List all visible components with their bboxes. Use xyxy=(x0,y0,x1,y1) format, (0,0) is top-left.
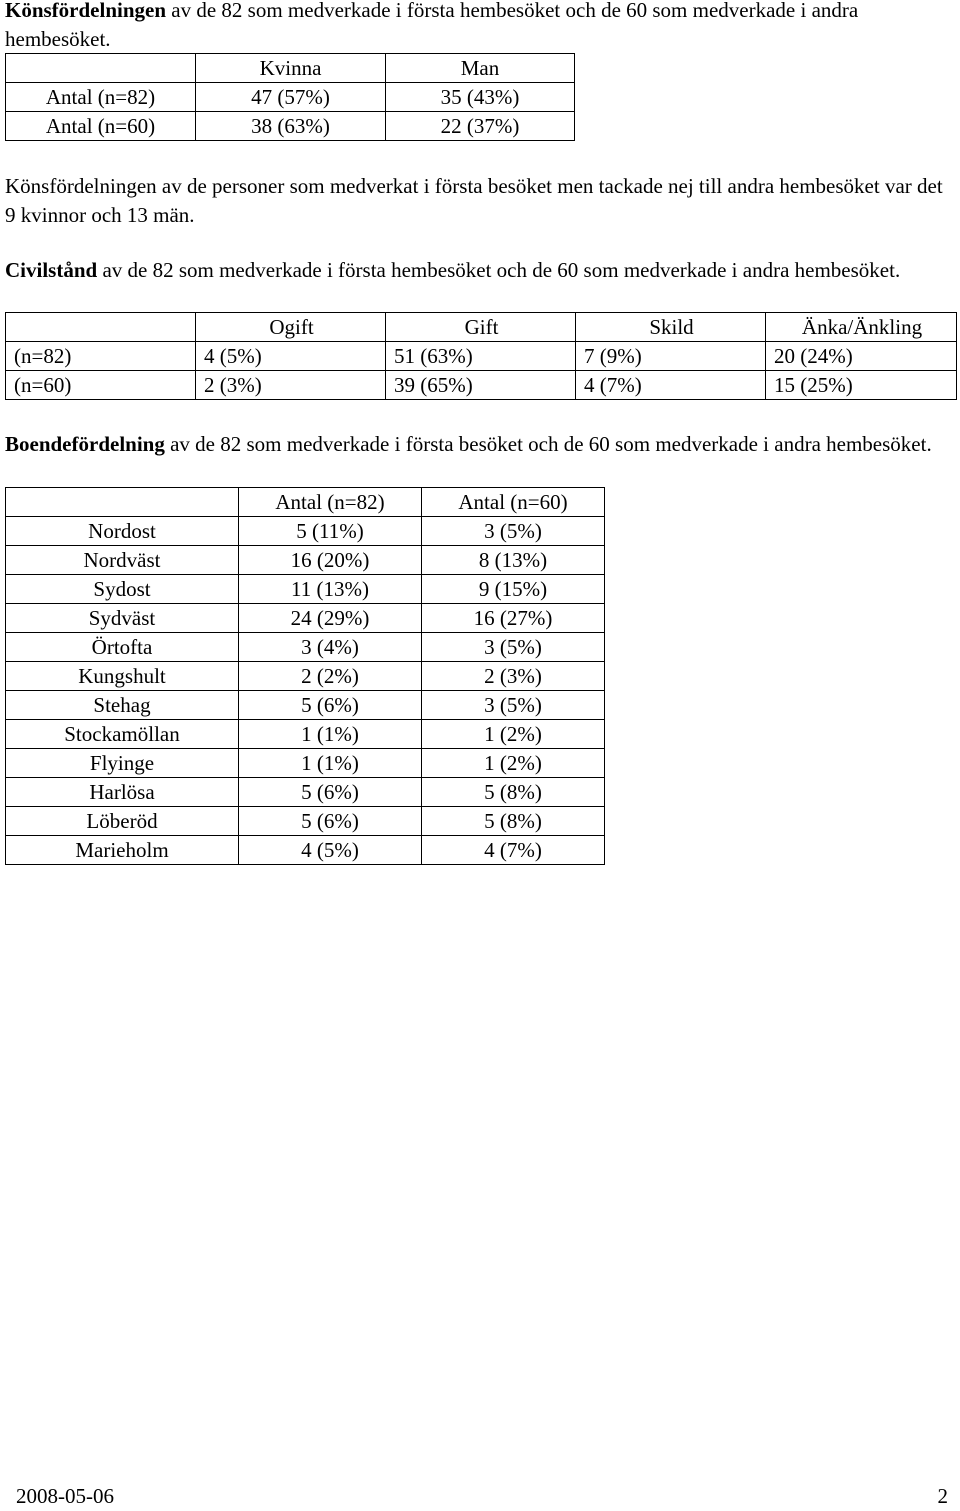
table-cell: 3 (5%) xyxy=(422,517,605,546)
table-cell: 39 (65%) xyxy=(386,371,576,400)
table-cell: 5 (8%) xyxy=(422,778,605,807)
gender-note: Könsfördelningen av de personer som medverkat i första besöket men tackade nej till andra hembesöket var det 9 kvinnor och 13 män. xyxy=(5,174,943,227)
table-cell: 24 (29%) xyxy=(239,604,422,633)
row-label: Flyinge xyxy=(6,749,239,778)
civil-heading-bold: Civilstånd xyxy=(5,258,98,282)
civil-heading xyxy=(5,256,950,285)
column-header: Änka/Änkling xyxy=(766,313,957,342)
table-row xyxy=(6,546,605,575)
table-cell: 5 (8%) xyxy=(422,807,605,836)
column-header: Ogift xyxy=(196,313,386,342)
table-row xyxy=(6,662,605,691)
table-cell: 38 (63%) xyxy=(196,112,386,141)
table-cell: 4 (5%) xyxy=(239,836,422,865)
row-label: Stockamöllan xyxy=(6,720,239,749)
table-row xyxy=(6,83,575,112)
row-label: Nordost xyxy=(6,517,239,546)
table-cell: 4 (7%) xyxy=(422,836,605,865)
column-header: Antal (n=82) xyxy=(239,488,422,517)
table-cell: 11 (13%) xyxy=(239,575,422,604)
gender-table xyxy=(5,53,575,141)
housing-heading-bold: Boendefördelning xyxy=(5,432,165,456)
civil-header-row xyxy=(6,313,957,342)
gender-header-row xyxy=(6,54,575,83)
table-cell: 2 (3%) xyxy=(422,662,605,691)
civil-table xyxy=(5,312,957,400)
column-header: Man xyxy=(386,54,575,83)
table-row xyxy=(6,517,605,546)
row-label: Harlösa xyxy=(6,778,239,807)
table-row xyxy=(6,691,605,720)
table-cell: 35 (43%) xyxy=(386,83,575,112)
table-cell: 1 (2%) xyxy=(422,720,605,749)
table-row xyxy=(6,720,605,749)
housing-table-body xyxy=(6,488,605,865)
table-cell: 16 (20%) xyxy=(239,546,422,575)
gender-heading-bold: Könsfördelningen xyxy=(5,0,167,22)
column-header: Kvinna xyxy=(196,54,386,83)
table-row xyxy=(6,836,605,865)
table-row xyxy=(6,807,605,836)
column-header xyxy=(6,313,196,342)
gender-heading xyxy=(5,0,950,54)
row-label: Marieholm xyxy=(6,836,239,865)
table-cell: 16 (27%) xyxy=(422,604,605,633)
table-cell: 9 (15%) xyxy=(422,575,605,604)
housing-header-row xyxy=(6,488,605,517)
table-cell: 7 (9%) xyxy=(576,342,766,371)
table-cell: 47 (57%) xyxy=(196,83,386,112)
civil-table-body xyxy=(6,313,957,400)
row-label: Löberöd xyxy=(6,807,239,836)
table-cell: 20 (24%) xyxy=(766,342,957,371)
page-number: 2 xyxy=(937,1484,948,1508)
table-cell: 4 (7%) xyxy=(576,371,766,400)
table-cell: 5 (6%) xyxy=(239,691,422,720)
table-cell: 5 (6%) xyxy=(239,778,422,807)
row-label: Stehag xyxy=(6,691,239,720)
table-cell: 15 (25%) xyxy=(766,371,957,400)
row-label: (n=60) xyxy=(6,371,196,400)
row-label: Sydväst xyxy=(6,604,239,633)
civil-heading-text: av de 82 som medverkade i första hembesöket och de 60 som medverkade i andra hembesöket. xyxy=(97,258,901,282)
row-label: Örtofta xyxy=(6,633,239,662)
table-cell: 3 (4%) xyxy=(239,633,422,662)
table-cell: 51 (63%) xyxy=(386,342,576,371)
row-label: Sydost xyxy=(6,575,239,604)
table-row xyxy=(6,749,605,778)
housing-table xyxy=(5,487,605,865)
table-row xyxy=(6,575,605,604)
table-cell: 5 (11%) xyxy=(239,517,422,546)
row-label: (n=82) xyxy=(6,342,196,371)
column-header: Gift xyxy=(386,313,576,342)
table-cell: 8 (13%) xyxy=(422,546,605,575)
table-cell: 1 (1%) xyxy=(239,720,422,749)
housing-heading xyxy=(5,430,950,459)
table-row xyxy=(6,342,957,371)
table-row xyxy=(6,604,605,633)
table-cell: 3 (5%) xyxy=(422,691,605,720)
column-header xyxy=(6,54,196,83)
table-cell: 1 (2%) xyxy=(422,749,605,778)
table-row xyxy=(6,371,957,400)
housing-heading-text: av de 82 som medverkade i första besöket och de 60 som medverkade i andra hembesöket. xyxy=(164,432,932,456)
row-label: Nordväst xyxy=(6,546,239,575)
row-label: Antal (n=82) xyxy=(6,83,196,112)
row-label: Kungshult xyxy=(6,662,239,691)
row-label: Antal (n=60) xyxy=(6,112,196,141)
column-header: Skild xyxy=(576,313,766,342)
table-cell: 1 (1%) xyxy=(239,749,422,778)
table-row xyxy=(6,112,575,141)
gender-heading-text: av de 82 som medverkade i första hembesöket och de 60 som medverkade i andra hembesöket. xyxy=(5,0,859,51)
table-row xyxy=(6,778,605,807)
table-cell: 2 (2%) xyxy=(239,662,422,691)
table-cell: 3 (5%) xyxy=(422,633,605,662)
table-cell: 4 (5%) xyxy=(196,342,386,371)
table-cell: 2 (3%) xyxy=(196,371,386,400)
table-row xyxy=(6,633,605,662)
table-cell: 22 (37%) xyxy=(386,112,575,141)
table-cell: 5 (6%) xyxy=(239,807,422,836)
gender-table-body xyxy=(6,54,575,141)
column-header: Antal (n=60) xyxy=(422,488,605,517)
column-header xyxy=(6,488,239,517)
footer-date: 2008-05-06 xyxy=(16,1484,114,1508)
